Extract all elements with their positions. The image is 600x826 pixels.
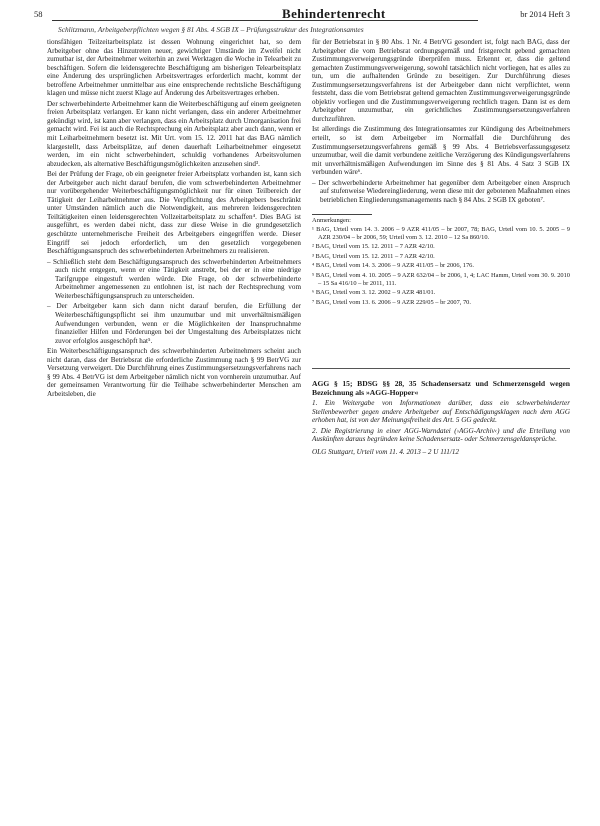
paragraph: Bei der Prüfung der Frage, ob ein geeigneter freier Arbeitsplatz vorhanden ist, kann sich der Arbeitgeber auch nicht darauf berufen, die vom schwerbehinderten Arbeitnehmer nur vorübergehender Weiterbeschäftigungsmöglichkeit nur für einen Teilbereich der Tätigkeit der Leiharbeitnehmer aus. Die Verpflichtung des Arbeitgebers beschränkt unter Umständen nämlich auch die Notwendigkeit, aus mehreren leidensgerechten Teiltätigkeiten einen leidensgerechten Vollzeitarbeitsplatz zu schaffen⁴. Dies BAG ist ausgeführt, es werden dabei nicht, dass zur diese Weise in die grundgesetzlich geschützte unternehmerische Freiheit des Arbeitgebers eingegriffen werde. Dieser Eingriff sei jedoch erforderlich, um den gesetzlich vorgegebenen Beschäftigungsanspruch des schwerbehinderten Arbeitnehmers zu realisieren.: [47, 170, 301, 256]
bullet-paragraph: – Der Arbeitgeber kann sich dann nicht darauf berufen, die Erfüllung der Weiterbeschäftigungspflicht sei ihm unzumutbar und mit unverhältnismäßigen Aufwendungen verbunden, wenn er die Möglichkeiten der Inanspruchnahme finanzieller Hilfen und Förderungen bei der Umgestaltung des Arbeitsplatzes nicht zuvor erfolglos ausgeschöpft hat⁵.: [47, 302, 301, 345]
left-column: [47, 38, 301, 400]
footnote: ⁶ BAG, Urteil vom 3. 12. 2002 – 9 AZR 481/01.: [312, 289, 436, 297]
decision-heading: AGG § 15; BDSG §§ 28, 35 Schadensersatz und Schmerzensgeld wegen Bezeichnung als »AGG-Hopper«: [312, 379, 570, 398]
header-rule: [52, 20, 478, 21]
right-column: [312, 38, 570, 457]
footnotes-heading: Anmerkungen:: [312, 214, 372, 226]
running-subtitle: Schlitzmann, Arbeitgeberpflichten wegen § 81 Abs. 4 SGB IX – Prüfungsstruktur des Integrationsamtes: [58, 25, 364, 34]
decision-citation: OLG Stuttgart, Urteil vom 11. 4. 2013 – 2 U 111/12: [312, 448, 459, 457]
bullet-paragraph: – Der schwerbehinderte Arbeitnehmer hat gegenüber dem Arbeitgeber einen Anspruch auf stufenweise Wiedereingliederung, wenn diese mit der gebotenen Maßnahmen eines betrieblichen Eingliederungsmanagements nach § 84 Abs. 2 SGB IX geboten⁷.: [312, 178, 570, 204]
headnote: 1. Ein Weitergabe von Informationen darüber, dass ein schwerbehinderter Stellenbewerber gegen andere Arbeitgeber auf Entschädigungsklagen nach dem AGG erhoben hat, ist von der Meinungsfreiheit des Art. 5 GG gedeckt.: [312, 399, 570, 425]
paragraph: Ein Weiterbeschäftigungsanspruch des schwerbehinderten Arbeitnehmers scheint auch nicht daran, dass der Betriebsrat die erforderliche Zustimmung nach § 99 BetrVG zur Versetzung verweigert. Die Durchführung eines Zustimmungsersetzungsverfahrens nach § 99 Abs. 4 BetrVG ist dem Arbeitgeber nämlich nicht von vornherein unzumutbar. Auf der gemeinsamen Verantwortung für die Teilhabe schwerbehinderter Menschen am Arbeitsleben, die: [47, 347, 301, 398]
issue-label: br 2014 Heft 3: [520, 9, 570, 19]
footnote: ² BAG, Urteil vom 15. 12. 2011 – 7 AZR 42/10.: [312, 243, 435, 251]
paragraph: Der schwerbehinderte Arbeitnehmer kann die Weiterbeschäftigung auf einem geeigneten freien Arbeitsplatz verlangen. Er kann nicht verlangen, dass ein anderer Arbeitnehmer gekündigt wird, ist kann aber verlangen, dass ein Arbeitsplatz durch Umorganisation frei gemacht wird. Fei ist auch die Rechtsprechung ein Arbeitsplatz aber auch dann, wenn er mit Leiharbeitnehmern besetzt ist. Mit Urt. vom 15. 12. 2011 hat das BAG nämlich klargestellt, dass Arbeitsplätze, auf denen dauerhaft Leiharbeitnehmer eingesetzt werden, im ein nicht schwerbehindert, schuldig vorhandenes Arbeitsvolumen abzudecken, als alternative Beschäftigungsmöglichkeiten anzusehen sind³.: [47, 99, 301, 168]
paragraph: Ist allerdings die Zustimmung des Integrationsamtes zur Kündigung des Arbeitnehmers erteilt, so ist dem Arbeitgeber im Normalfall die Durchführung des Zustimmungsersetzungsverfahrens gemäß § 99 Abs. 4 Betriebsverfassungsgesetz unzumutbar, weil die damit verbundene zeitliche Verzögerung des Kündigungsverfahrens mit unverhältnismäßigen Aufwendungen im Sinne des § 81 Abs. 4 Satz 3 SGB IX verbunden wäre⁶.: [312, 125, 570, 177]
page-number: 58: [34, 9, 43, 19]
bullet-paragraph: – Schließlich steht dem Beschäftigungsanspruch des schwerbehinderten Arbeitnehmers auch nicht entgegen, wenn er eine Tätigkeit anstrebt, bei der er in eine niedrige Tarifgruppe eingestuft werden würde. Die Frage, ob der schwerbehinderte Arbeitnehmer angemessenen zu entlohnen ist, ist nach der Rechtsprechung vom Weiterbeschäftigungsanspruch zu unterscheiden.: [47, 257, 301, 300]
paragraph: für der Betriebsrat in § 80 Abs. 1 Nr. 4 BetrVG gesondert ist, folgt nach BAG, dass der Arbeitgeber die vom Betriebsrat ordnungsgemäß und fristgerecht gebend gemachten Zustimmungsverweigerungsgründe überprüfen muss. Erkennt er, dass die geltend gemachten Zustimmungsverweigerung, sowohl tatsächlich nicht vorliegen, hat es alles zu tun, um die aufhaltenden Gründe zu beseitigen. Zur Durchführung dieses Zustimmungsersetzungsverfahrens ist der Arbeitgeber dann nicht verpflichtet, wenn feststeht, dass die vom Betriebsrat geltend gemachten Zustimmungsverweigerungsgründe objektiv vorliegen und die Zustimmungsverweigerung rechtlich tragen. Dann ist es dem Arbeitgeber unzumutbar, ein gerichtliches Zustimmungsersetzungsverfahren durchzuführen.: [312, 38, 570, 123]
headnote: 2. Die Registrierung in einer AGG-Warndatei (›AGG-Archiv‹) und die Erteilung von Auskünften daraus begründen keine Schadensersatz- oder Schmerzensgeldansprüche.: [312, 426, 570, 444]
footnote: ⁵ BAG, Urteil vom 4. 10. 2005 – 9 AZR 632/04 – br 2006, 1, 4; LAC Hamm, Urteil vom 30. 9. 2010 – 15 Sa 416/10 – br 2011, 111.: [312, 271, 570, 287]
paragraph: tionsfähigen Teilzeitarbeitsplatz ist dessen Wohnung eingerichtet hat, so dem Arbeitgeber ohne das Hinzutreten neuer, gewichtiger Umstände im Zweifel nicht zumutbar ist, der Arbeitnehmer weiterhin an zwei Werktagen die Woche in Telearbeit zu beschäftigen. Sofern die leidensgerechte Beschäftigung am bisherigen Telearbeitsplatz eine Änderung des ursprünglichen Arbeitsvertrages erforderlich macht, kommt der betroffene Arbeitnehmer unmittelbar aus eine entsprechende rechtsliche Beschäftigung klagen und müsse nicht zuerst Klage auf Änderung des Arbeitsvertrages erheben.: [47, 38, 301, 98]
footnote: ⁷ BAG, Urteil vom 13. 6. 2006 – 9 AZR 229/05 – br 2007, 70.: [312, 298, 471, 306]
footnote: ³ BAG, Urteil vom 15. 12. 2011 – 7 AZR 42/10.: [312, 252, 435, 260]
footnote: ⁴ BAG, Urteil vom 14. 3. 2006 – 9 AZR 411/05 – br 2006, 176.: [312, 262, 474, 270]
section-divider: [312, 368, 570, 369]
footnote: ¹ BAG, Urteil vom 14. 3. 2006 – 9 AZR 411/05 – br 2007, 78; BAG, Urteil vom 10. 5. 2005 – 9 AZR 230/04 – br 2006, 59; Urteil vom 3. 12. 2010 – 12 Sa 860/10.: [312, 225, 570, 241]
page-header: [34, 8, 570, 24]
journal-title: Behindertenrecht: [282, 6, 386, 21]
